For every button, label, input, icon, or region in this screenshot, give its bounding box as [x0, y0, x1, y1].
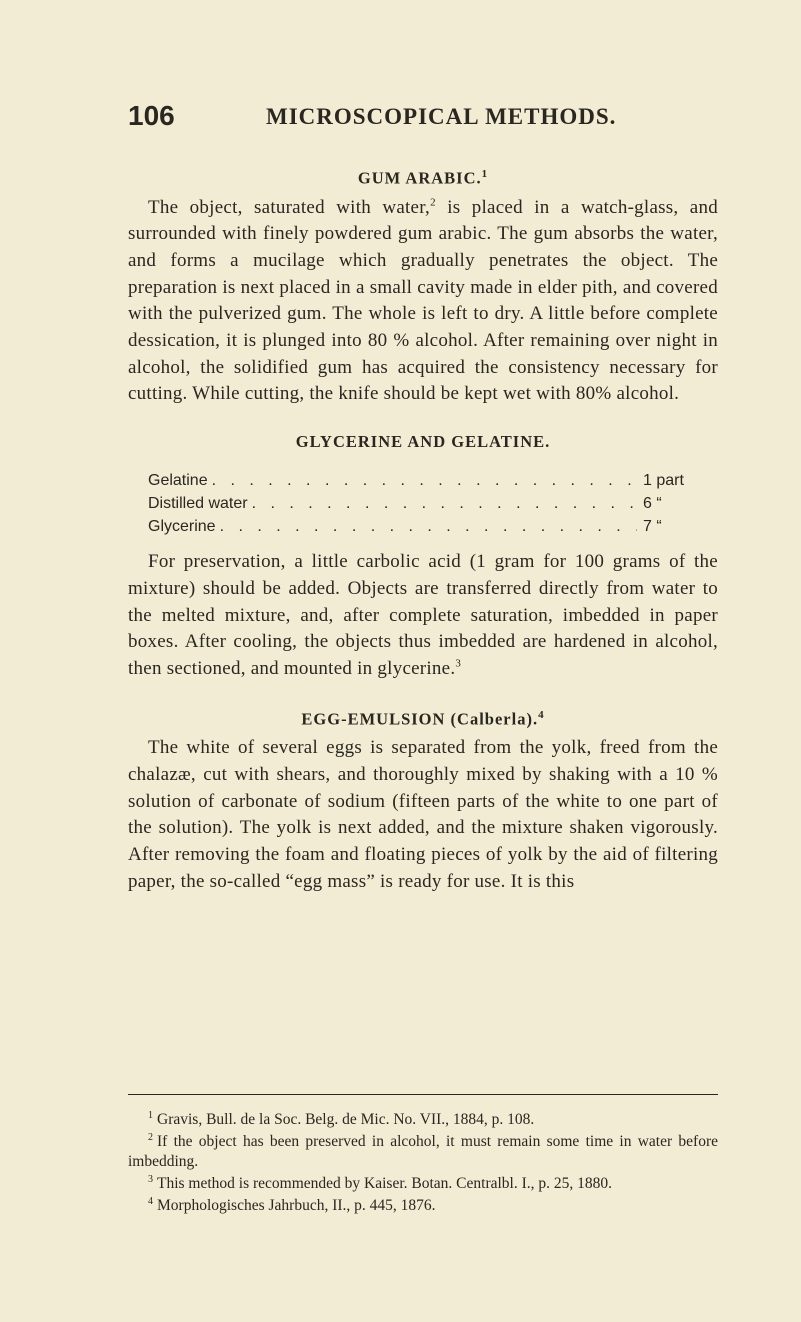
paragraph-egg-emulsion: The white of several eggs is separated from the yolk, freed from the chalazæ, cut with shears, and thoroughly mixed by shaking with a 10 % solution of carbonate of sodium (fifteen parts of the white to one part of the solution). The yolk is next added, and the mixture shaken vigorously. After removing the foam and floating pieces of yolk by the aid of filtering paper, the so-called “egg mass” is ready for use. It is this	[128, 737, 718, 892]
footnote-mark: 2	[148, 1131, 153, 1143]
section-heading-gum-arabic: GUM ARABIC.$^1$	[357, 168, 489, 188]
page-header	[128, 100, 728, 136]
ingredient-amount: 7 “	[643, 518, 662, 536]
footnote-ref: 4	[538, 708, 545, 721]
page-body	[128, 168, 718, 895]
footnote-ref: 2	[430, 196, 436, 209]
footnote: $^4$ Morphologisches Jahrbuch, II., p. 445, 1876.	[148, 1195, 436, 1214]
ingredient-amount: 1 part	[643, 472, 684, 490]
section-heading-glycerine-gelatine: GLYCERINE AND GELATINE.	[295, 432, 551, 452]
recipe-row	[148, 495, 693, 518]
footnote-rule	[128, 1094, 718, 1095]
footnotes	[128, 1110, 718, 1218]
recipe-row	[148, 472, 693, 495]
recipe-row	[148, 518, 693, 541]
footnote-ref: 1	[481, 168, 489, 180]
ingredient-name: Glycerine	[148, 518, 216, 536]
leader-dots	[252, 495, 637, 513]
footnote: $^2$ If the object has been preserved in alcohol, it must remain some time in water before imbedding.	[128, 1131, 718, 1170]
ingredient-name: Gelatine	[148, 472, 208, 490]
paragraph-glycerine-gelatine: For preservation, a little carbolic acid (1 gram for 100 grams of the mixture) should be added. Objects are transferred directly from water to the melted mixture, and, after complete saturation, imbedded in paper boxes. After cooling, the objects thus imbedded are hardened in alcohol, then sectioned, and mounted in glycerine.$^3$	[128, 551, 718, 679]
paragraph-gum-arabic: The object, saturated with water,$^2$ is placed in a watch-glass, and surrounded with finely powdered gum arabic. The gum absorbs the water, and forms a mucilage which gradually penetrates the object. The preparation is next placed in a small cavity made in elder pith, and covered with the pulverized gum. The whole is left to dry. A little before complete dessication, it is plunged into 80 % alcohol. After remaining over night in alcohol, the solidified gum has acquired the consistency necessary for cutting. While cutting, the knife should be kept wet with 80% alcohol.	[128, 196, 718, 405]
leader-dots	[212, 472, 637, 490]
section-heading-egg-emulsion: EGG-EMULSION (Calberla).$^4$	[301, 708, 545, 729]
ingredient-name: Distilled water	[148, 495, 248, 513]
footnote-mark: 3	[148, 1173, 153, 1185]
leader-dots	[220, 518, 637, 536]
footnote-mark: 1	[148, 1109, 153, 1121]
footnote-mark: 4	[148, 1195, 153, 1207]
footnote: $^3$ This method is recommended by Kaiser. Botan. Centralbl. I., p. 25, 1880.	[148, 1173, 613, 1192]
footnote-ref: 3	[455, 657, 462, 670]
ingredient-amount: 6 “	[643, 495, 662, 513]
recipe-list	[148, 472, 693, 541]
footnote: $^1$ Gravis, Bull. de la Soc. Belg. de Mic. No. VII., 1884, p. 108.	[148, 1109, 535, 1128]
running-head: MICROSCOPICAL METHODS.	[266, 104, 617, 129]
page-number: 106	[128, 100, 175, 131]
